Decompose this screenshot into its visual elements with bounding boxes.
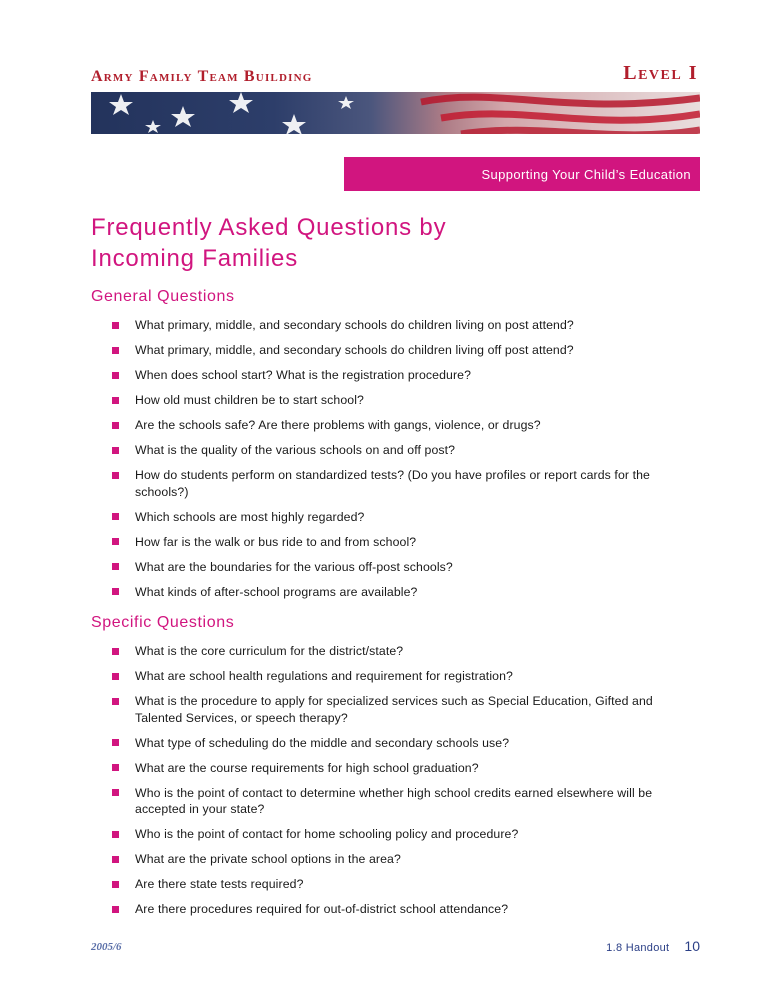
list-item xyxy=(112,876,672,893)
page-title-line-1: Frequently Asked Questions by xyxy=(91,214,447,241)
question-text: Who is the point of contact for home schooling policy and procedure? xyxy=(135,827,519,841)
list-item xyxy=(112,851,672,868)
topic-banner-text: Supporting Your Child’s Education xyxy=(481,166,691,182)
question-text: How old must children be to start school? xyxy=(135,393,364,407)
bullet-square-icon xyxy=(112,538,119,545)
bullet-square-icon xyxy=(112,881,119,888)
list-item xyxy=(112,901,672,918)
question-text: Who is the point of contact to determine whether high school credits earned elsewhere will be accepted in your state? xyxy=(135,785,653,816)
bullet-square-icon xyxy=(112,739,119,746)
bullet-square-icon xyxy=(112,422,119,429)
bullet-square-icon xyxy=(112,764,119,771)
list-item xyxy=(112,509,672,526)
footer-page-info xyxy=(606,938,700,954)
list-item xyxy=(112,534,672,551)
bullet-square-icon xyxy=(112,563,119,570)
list-item xyxy=(112,643,672,660)
bullet-square-icon xyxy=(112,513,119,520)
list-item xyxy=(112,559,672,576)
bullet-square-icon xyxy=(112,347,119,354)
footer-year: 2005/6 xyxy=(91,941,122,953)
list-item xyxy=(112,584,672,601)
question-text: Are the schools safe? Are there problems with gangs, violence, or drugs? xyxy=(135,418,541,432)
bullet-square-icon xyxy=(112,447,119,454)
page-title-line-2: Incoming Families xyxy=(91,245,298,272)
list-item xyxy=(112,342,672,359)
page-title xyxy=(91,212,446,274)
question-text: Which schools are most highly regarded? xyxy=(135,509,365,524)
section-heading-general: General Questions xyxy=(91,288,235,305)
question-text: What is the core curriculum for the district/state? xyxy=(135,644,404,658)
question-text: Are there procedures required for out-of-district school attendance? xyxy=(135,902,509,916)
question-text: How do students perform on standardized tests? (Do you have profiles or report cards for the schools?) xyxy=(135,468,650,499)
list-item xyxy=(112,467,672,500)
question-text: What type of scheduling do the middle and secondary schools use? xyxy=(135,735,510,750)
bullet-square-icon xyxy=(112,322,119,329)
section-heading-specific: Specific Questions xyxy=(91,614,235,631)
list-item xyxy=(112,760,672,777)
question-text: What kinds of after-school programs are available? xyxy=(135,584,418,599)
bullet-square-icon xyxy=(112,673,119,680)
list-item xyxy=(112,785,672,818)
list-item xyxy=(112,442,672,459)
bullet-square-icon xyxy=(112,698,119,705)
question-text: What are the course requirements for high school graduation? xyxy=(135,760,479,775)
question-text: What is the quality of the various schools on and off post? xyxy=(135,443,456,457)
question-text: Are there state tests required? xyxy=(135,877,304,891)
question-text: When does school start? What is the registration procedure? xyxy=(135,368,472,382)
question-text: What is the procedure to apply for specialized services such as Special Education, Gifted and Talented Services, or speech therapy? xyxy=(135,694,653,725)
list-item xyxy=(112,417,672,434)
topic-banner xyxy=(344,157,700,191)
bullet-square-icon xyxy=(112,648,119,655)
bullet-square-icon xyxy=(112,372,119,379)
question-text: What are the private school options in the area? xyxy=(135,852,401,866)
level-label: Level I xyxy=(623,62,698,84)
bullet-square-icon xyxy=(112,588,119,595)
list-item xyxy=(112,367,672,384)
list-item xyxy=(112,693,672,726)
list-item xyxy=(112,668,672,685)
specific-questions-list xyxy=(112,643,672,918)
list-item xyxy=(112,317,672,334)
list-item xyxy=(112,826,672,843)
bullet-square-icon xyxy=(112,789,119,796)
question-text: How far is the walk or bus ride to and from school? xyxy=(135,534,417,549)
general-questions-list xyxy=(112,317,672,600)
question-text: What are the boundaries for the various off-post schools? xyxy=(135,559,453,574)
question-text: What are school health regulations and requirement for registration? xyxy=(135,669,513,683)
organization-name: Army Family Team Building xyxy=(91,68,313,85)
bullet-square-icon xyxy=(112,831,119,838)
flag-banner-image xyxy=(91,92,700,134)
list-item xyxy=(112,735,672,752)
bullet-square-icon xyxy=(112,472,119,479)
bullet-square-icon xyxy=(112,906,119,913)
question-text: What primary, middle, and secondary schools do children living on post attend? xyxy=(135,318,574,332)
bullet-square-icon xyxy=(112,397,119,404)
footer-handout-label: 1.8 Handout xyxy=(606,942,670,954)
question-text: What primary, middle, and secondary schools do children living off post attend? xyxy=(135,343,574,357)
bullet-square-icon xyxy=(112,856,119,863)
list-item xyxy=(112,392,672,409)
footer-page-number: 10 xyxy=(684,938,700,954)
